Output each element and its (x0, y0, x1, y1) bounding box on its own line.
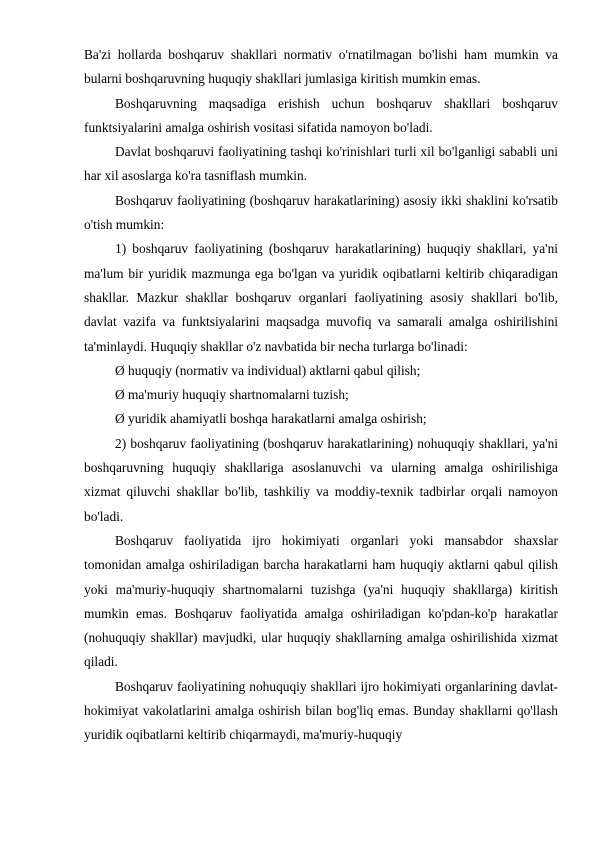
paragraph-1: Ba'zi hollarda boshqaruv shakllari normativ o'rnatilmagan bo'lishi ham mumkin va bularni boshqaruvning huquqiy shakllari jumlasiga kiritish mumkin emas. (84, 47, 558, 87)
list-item-3: Ø yuridik ahamiyatli boshqa harakatlarni amalga oshirish; (115, 411, 427, 427)
paragraph-8: Boshqaruv faoliyatining nohuquqiy shakllari ijro hokimiyati organlarining davlat-hokimiyat vakolatlarini amalga oshirish bilan bog'liq emas. Bunday shakllarni qo'llash yuridik oqibatlarni keltirib chiqarmaydi, ma'muriy-huquqiy (84, 678, 558, 743)
paragraph-6: 2) boshqaruv faoliyatining (boshqaruv harakatlarining) nohuquqiy shakllari, ya'ni boshqaruvning huquqiy shakllariga asoslanuvchi va ularning amalga oshirilishiga xizmat qiluvchi shakllar bo'lib, tashkiliy va moddiy-texnik tadbirlar orqali namoyon bo'ladi. (84, 435, 558, 524)
paragraph-2: Boshqaruvning maqsadiga erishish uchun boshqaruv shakllari boshqaruv funktsiyalarini amalga oshirish vositasi sifatida namoyon bo'ladi. (84, 95, 558, 135)
list-item-2: Ø ma'muriy huquqiy shartnomalarni tuzish; (115, 387, 349, 403)
document-page (84, 43, 558, 748)
paragraph-5: 1) boshqaruv faoliyatining (boshqaruv harakatlarining) huquqiy shakllari, ya'ni ma'lum bir yuridik mazmunga ega bo'lgan va yuridik oqibatlarni keltirib chiqaradigan shakllar. Mazkur shakllar boshqaruv organlari faoliyatining asosiy shakllari bo'lib, davlat vazifa va funktsiyalarini maqsadga muvofiq va samarali amalga oshirilishini ta'minlaydi. Huquqiy shakllar o'z navbatida bir necha turlarga bo'linadi: (84, 241, 558, 354)
paragraph-7: Boshqaruv faoliyatida ijro hokimiyati organlari yoki mansabdor shaxslar tomonidan amalga oshiriladigan barcha harakatlarni ham huquqiy aktlarni qabul qilish yoki ma'muriy-huquqiy shartnomalarni tuzishga (ya'ni huquqiy shakllarga) kiritish mumkin emas. Boshqaruv faoliyatida amalga oshiriladigan ko'pdan-ko'p harakatlar (nohuquqiy shakllar) mavjudki, ular huquqiy shakllarning amalga oshirilishida xizmat qiladi. (84, 532, 558, 670)
paragraph-3: Davlat boshqaruvi faoliyatining tashqi ko'rinishlari turli xil bo'lganligi sababli uni har xil asoslarga ko'ra tasniflash mumkin. (84, 144, 558, 184)
paragraph-4: Boshqaruv faoliyatining (boshqaruv harakatlarining) asosiy ikki shaklini ko'rsatib o'tish mumkin: (84, 192, 558, 233)
list-item-1: Ø huquqiy (normativ va individual) aktlarni qabul qilish; (115, 362, 421, 378)
